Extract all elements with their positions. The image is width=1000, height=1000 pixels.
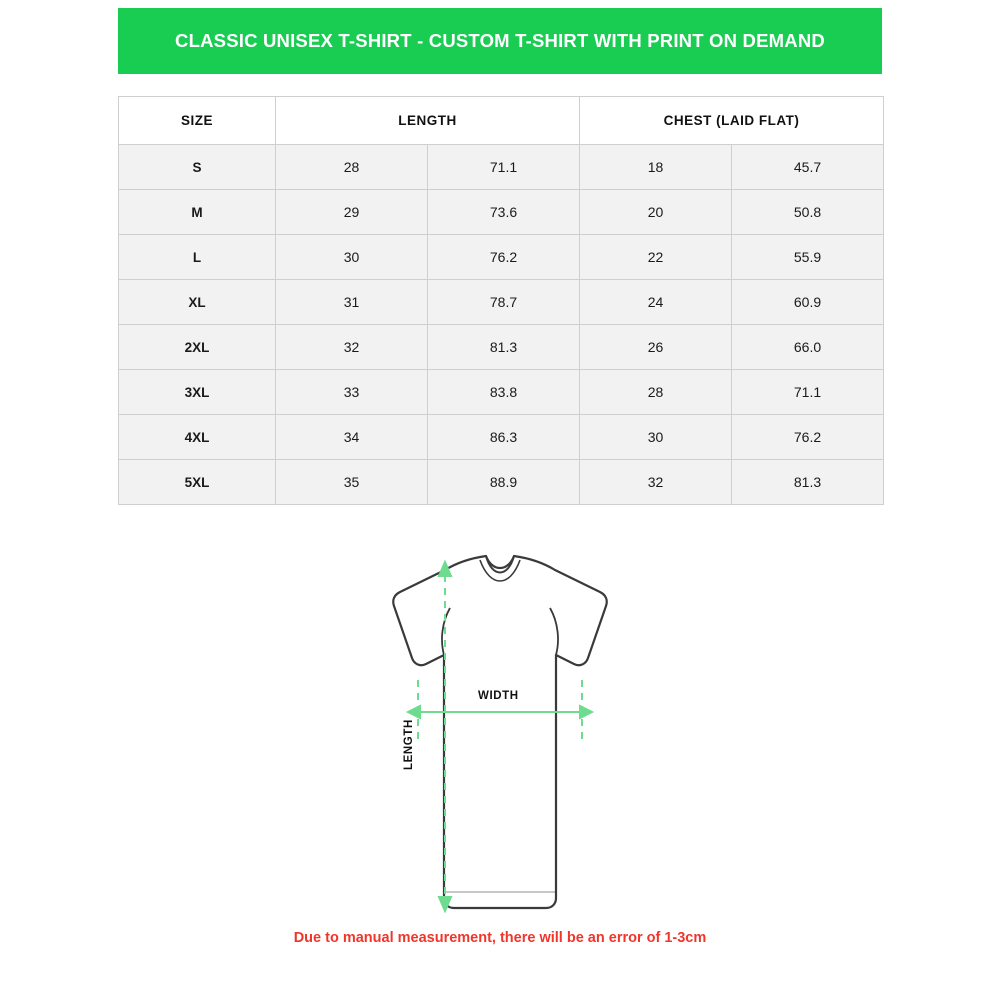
cell-length-cm: 78.7 (428, 280, 580, 325)
cell-size: 4XL (119, 415, 276, 460)
page-title: CLASSIC UNISEX T-SHIRT - CUSTOM T-SHIRT WITH PRINT ON DEMAND (175, 30, 825, 51)
table-row (119, 145, 884, 190)
cell-size: 2XL (119, 325, 276, 370)
cell-size: 5XL (119, 460, 276, 505)
cell-length-in: 30 (276, 235, 428, 280)
cell-size: L (119, 235, 276, 280)
cell-chest-cm: 60.9 (732, 280, 884, 325)
cell-chest-cm: 45.7 (732, 145, 884, 190)
cell-length-in: 33 (276, 370, 428, 415)
table-row (119, 370, 884, 415)
cell-length-in: 29 (276, 190, 428, 235)
cell-chest-in: 32 (580, 460, 732, 505)
cell-chest-in: 28 (580, 370, 732, 415)
cell-length-in: 28 (276, 145, 428, 190)
cell-length-in: 35 (276, 460, 428, 505)
cell-size: XL (119, 280, 276, 325)
length-label: LENGTH (403, 719, 415, 770)
cell-length-cm: 76.2 (428, 235, 580, 280)
cell-length-in: 32 (276, 325, 428, 370)
tshirt-measurement-diagram (300, 530, 700, 930)
table-row (119, 235, 884, 280)
cell-chest-cm: 76.2 (732, 415, 884, 460)
cell-chest-cm: 71.1 (732, 370, 884, 415)
cell-chest-cm: 81.3 (732, 460, 884, 505)
table-row (119, 280, 884, 325)
cell-size: 3XL (119, 370, 276, 415)
column-header-size: SIZE (119, 97, 276, 145)
table-header-row (119, 97, 884, 145)
table-row (119, 415, 884, 460)
cell-chest-cm: 50.8 (732, 190, 884, 235)
measurement-disclaimer: Due to manual measurement, there will be an error of 1-3cm (293, 930, 707, 946)
table-row (119, 325, 884, 370)
cell-length-cm: 88.9 (428, 460, 580, 505)
cell-length-cm: 71.1 (428, 145, 580, 190)
table-header (119, 97, 884, 145)
cell-chest-in: 22 (580, 235, 732, 280)
table-row (119, 460, 884, 505)
cell-chest-cm: 66.0 (732, 325, 884, 370)
cell-length-cm: 73.6 (428, 190, 580, 235)
cell-length-in: 34 (276, 415, 428, 460)
size-chart-table (118, 96, 884, 505)
table-body (119, 145, 884, 505)
width-label: WIDTH (478, 690, 519, 702)
cell-chest-in: 18 (580, 145, 732, 190)
cell-length-in: 31 (276, 280, 428, 325)
cell-length-cm: 86.3 (428, 415, 580, 460)
column-header-chest: CHEST (LAID FLAT) (580, 97, 884, 145)
column-header-length: LENGTH (276, 97, 580, 145)
cell-size: M (119, 190, 276, 235)
cell-length-cm: 81.3 (428, 325, 580, 370)
cell-size: S (119, 145, 276, 190)
cell-length-cm: 83.8 (428, 370, 580, 415)
cell-chest-in: 26 (580, 325, 732, 370)
cell-chest-in: 30 (580, 415, 732, 460)
cell-chest-in: 20 (580, 190, 732, 235)
tshirt-illustration (300, 530, 700, 930)
cell-chest-cm: 55.9 (732, 235, 884, 280)
shirt-outline (393, 556, 607, 908)
table-row (119, 190, 884, 235)
header-banner (118, 8, 882, 74)
cell-chest-in: 24 (580, 280, 732, 325)
